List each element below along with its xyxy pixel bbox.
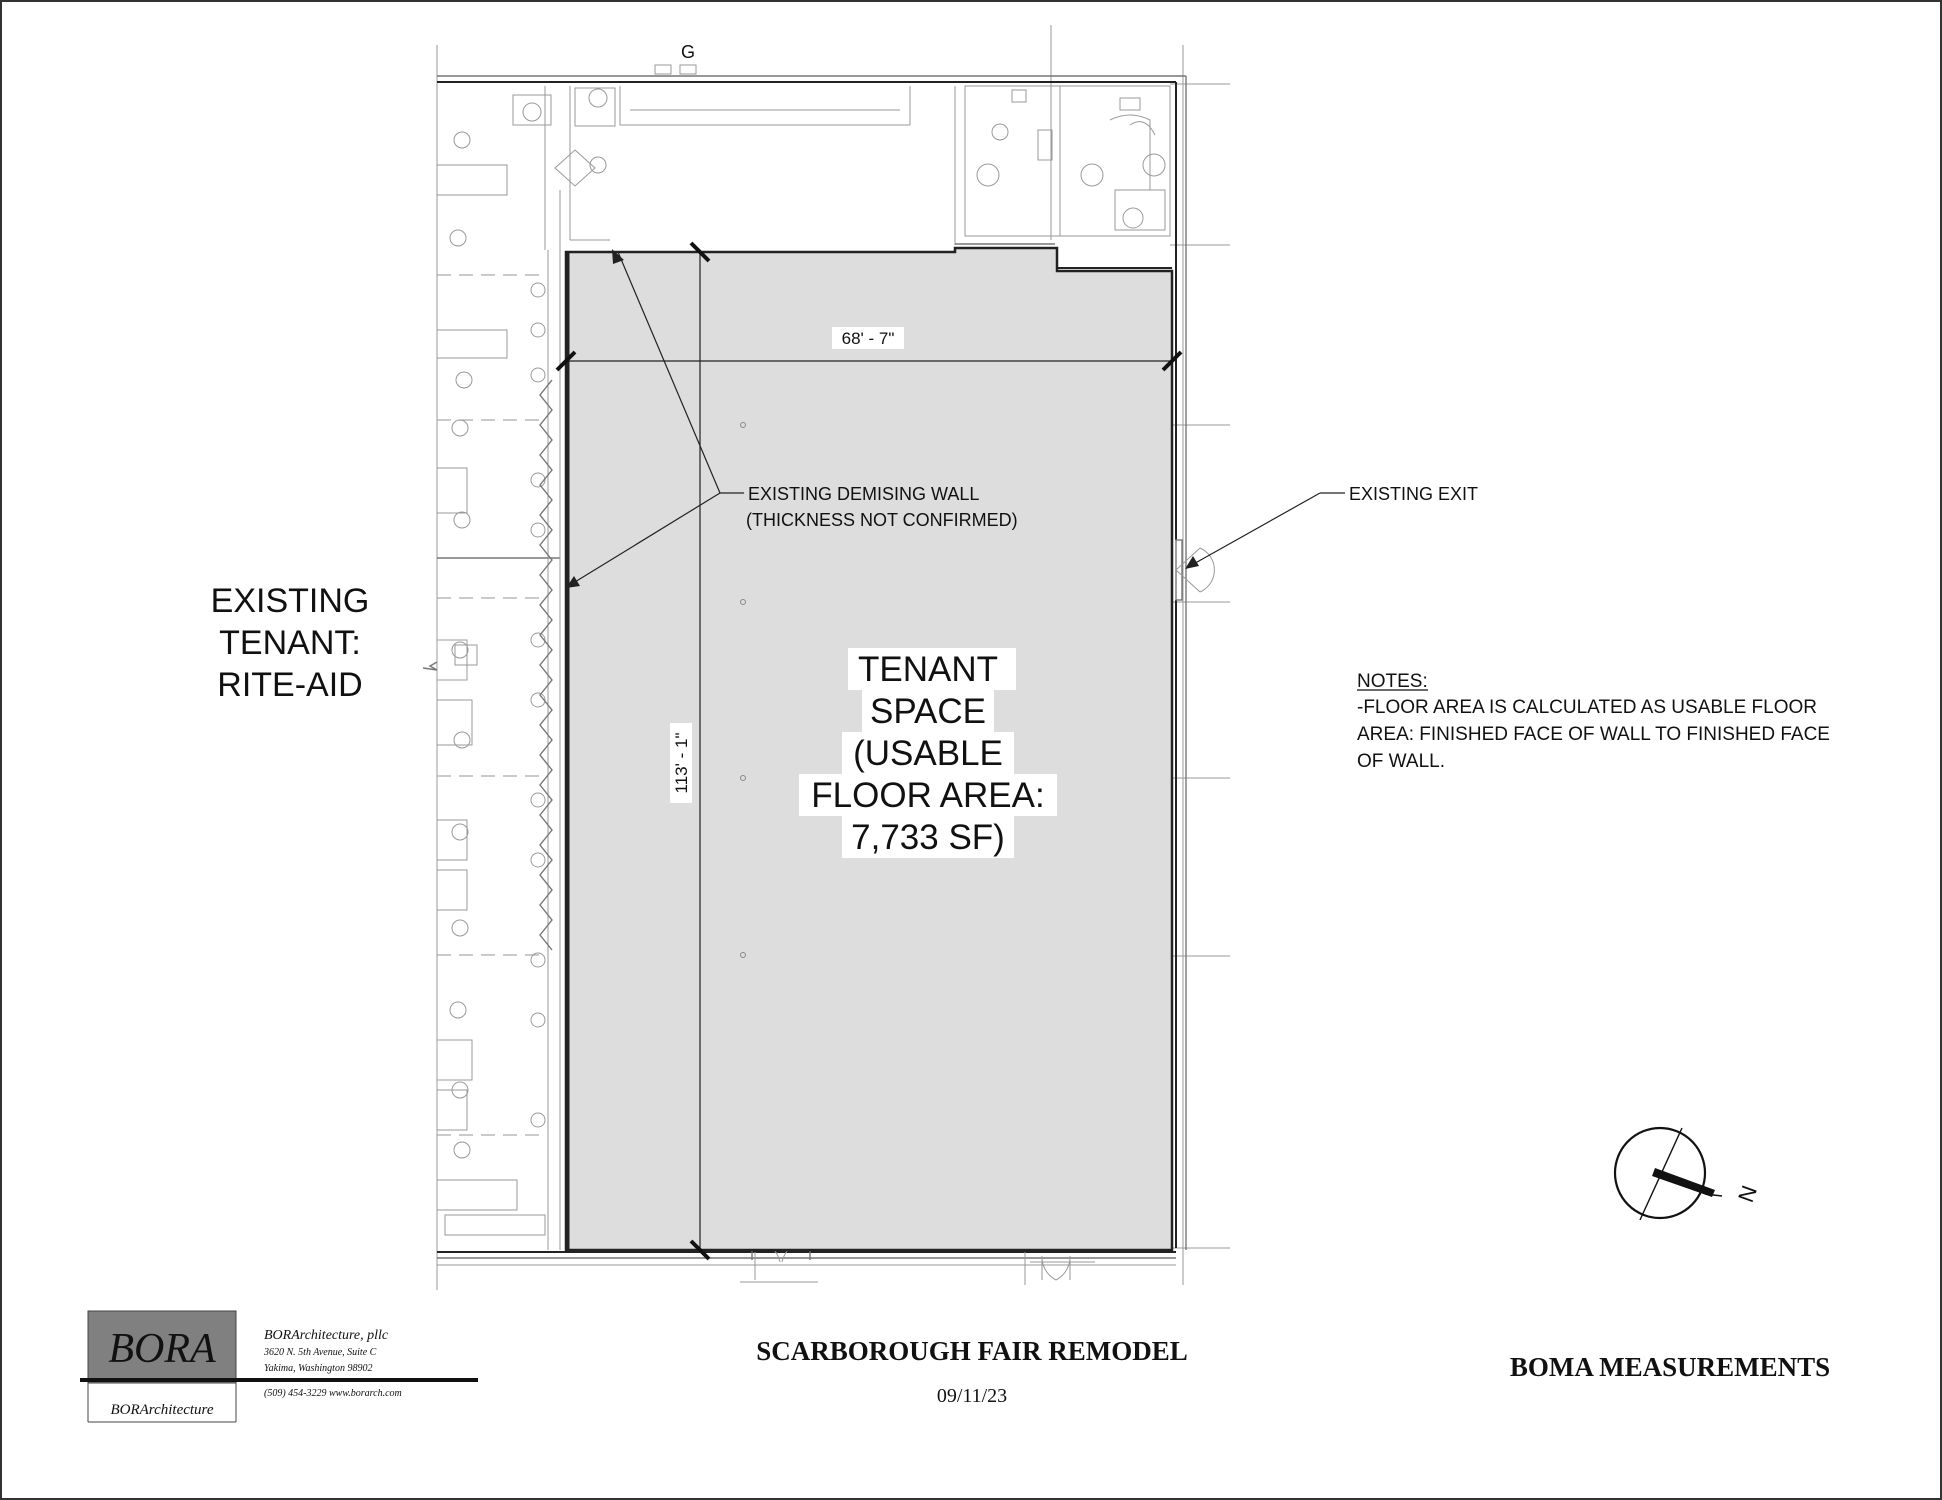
tenant-space-line-2: SPACE [869, 692, 987, 731]
firm-name: BORArchitecture, pllc [264, 1328, 389, 1343]
firm-contact: (509) 454-3229 www.borarch.com [264, 1388, 402, 1399]
firm-address-1: 3620 N. 5th Avenue, Suite C [264, 1347, 377, 1358]
existing-tenant-line-2: TENANT: [219, 624, 361, 662]
demising-wall-label: EXISTING DEMISING WALL [748, 484, 980, 504]
north-arrow [1615, 1128, 1762, 1220]
logo-text: BORA [108, 1326, 216, 1372]
tenant-space-line-5: 7,733 SF) [851, 818, 1005, 857]
existing-tenant-line-3: RITE-AID [217, 666, 363, 704]
sheet-title: BOMA MEASUREMENTS [1509, 1352, 1831, 1382]
notes-line-2: AREA: FINISHED FACE OF WALL TO FINISHED FACE [1357, 724, 1830, 745]
grid-label: G [680, 42, 696, 62]
exit-callout [1185, 484, 1478, 569]
north-arrow-label: N [1733, 1182, 1762, 1206]
existing-exit-label: EXISTING EXIT [1349, 484, 1479, 504]
firm-address-2: Yakima, Washington 98902 [264, 1363, 373, 1374]
notes-line-3: OF WALL. [1357, 751, 1445, 772]
tenant-space-line-3: (USABLE [853, 734, 1003, 773]
height-dimension-text: 113' - 1" [672, 732, 691, 794]
logo-caption: BORArchitecture [110, 1402, 214, 1418]
notes-line-1: -FLOOR AREA IS CALCULATED AS USABLE FLOOR [1357, 697, 1818, 718]
project-title: SCARBOROUGH FAIR REMODEL [756, 1336, 1188, 1366]
tenant-space-line-4: FLOOR AREA: [811, 776, 1045, 815]
project-date: 09/11/23 [936, 1385, 1008, 1407]
notes-block [1357, 671, 1830, 772]
existing-tenant-label [211, 582, 370, 704]
firm-logo [80, 1310, 481, 1422]
tenant-space-line-1: TENANT [858, 650, 998, 689]
existing-tenant-line-1: EXISTING [210, 582, 370, 620]
notes-heading: NOTES: [1357, 671, 1428, 692]
width-dimension-text: 68' - 7" [841, 329, 895, 348]
demising-wall-note: (THICKNESS NOT CONFIRMED) [746, 510, 1018, 530]
